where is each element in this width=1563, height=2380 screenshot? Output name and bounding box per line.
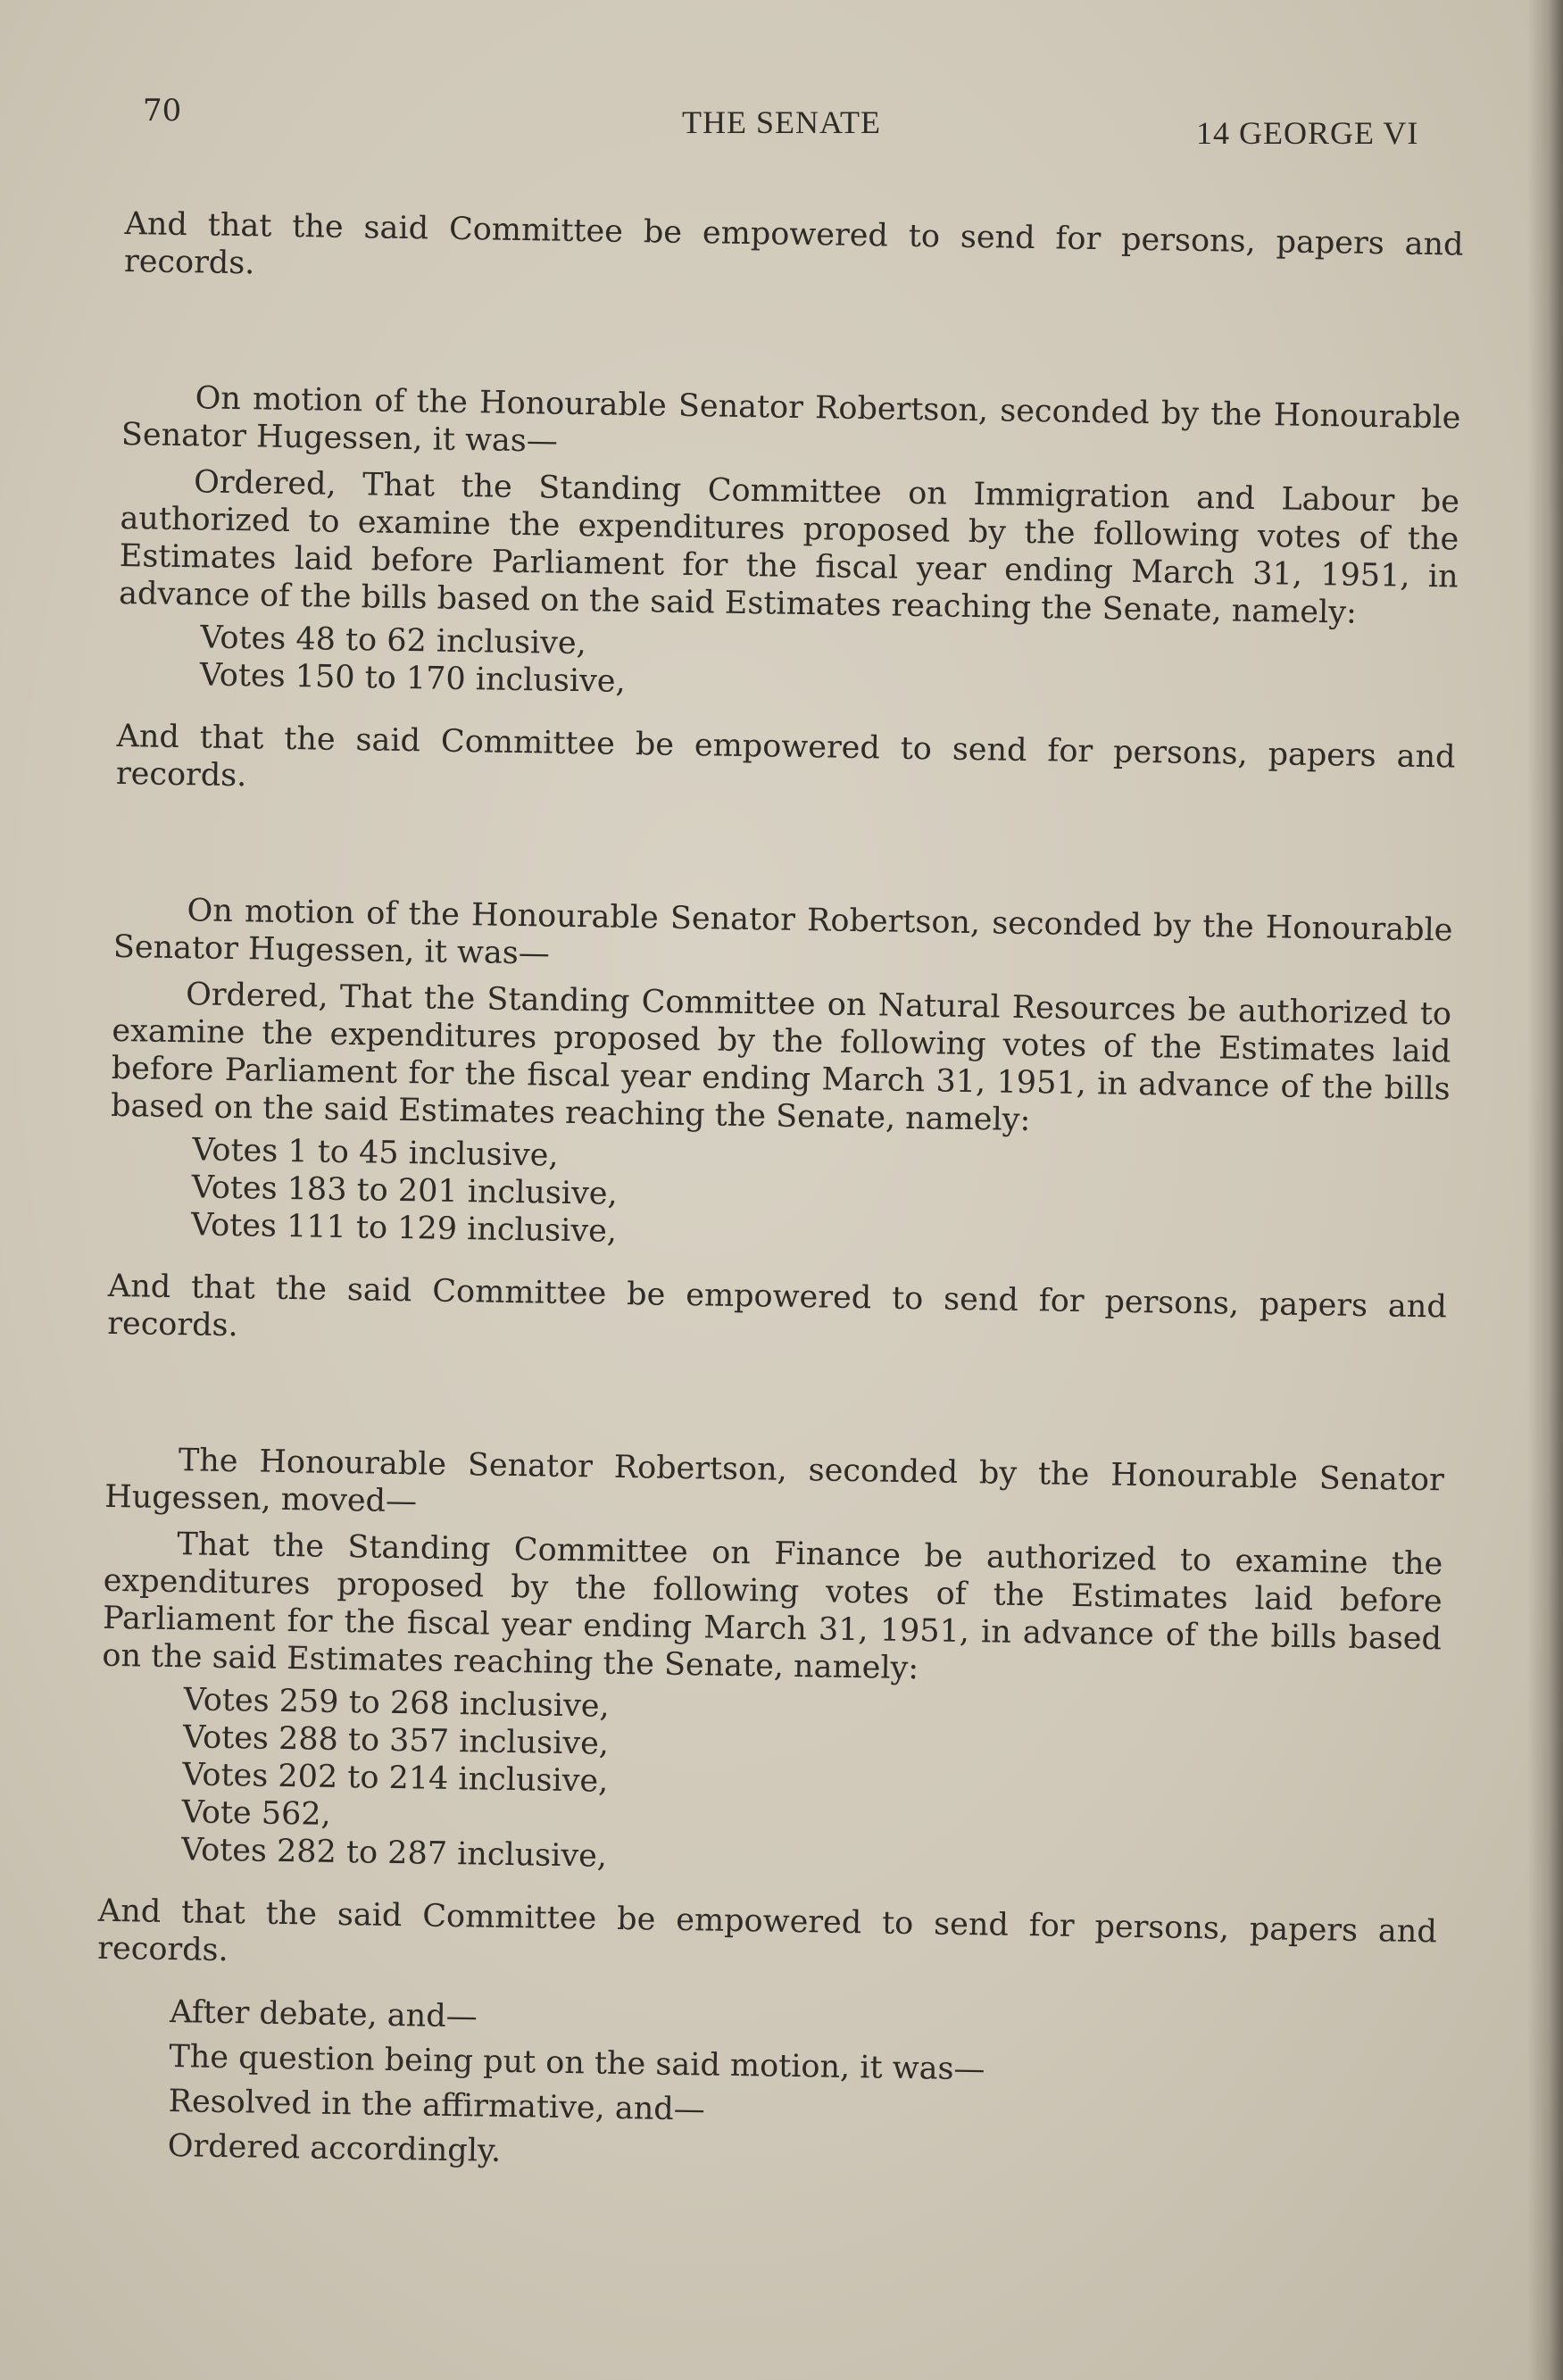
motion-paragraph: The Honourable Senator Robertson, seconded by the Honourable Senator Hugessen, moved—	[104, 1443, 1445, 1520]
outcome-line: The question being put on the said motion, it was—	[169, 2039, 985, 2088]
vote-item: Votes 48 to 62 inclusive,	[200, 620, 587, 662]
vote-item: Votes 150 to 170 inclusive,	[199, 657, 626, 700]
vote-item: Votes 259 to 268 inclusive,	[183, 1682, 610, 1725]
page-header	[0, 89, 1563, 161]
vote-item: Vote 562,	[181, 1794, 331, 1833]
order-paragraph: Ordered, That the Standing Committee on Natural Resources be authorized to examine the expenditures proposed by the following votes of the Estimates laid before Parliament for the fiscal year ending March 31, 1951, in advance of the bills based on the said Estimates reaching the Senate, namely:	[110, 977, 1452, 1139]
committee-closing: And that the said Committee be empowered to send for persons, papers and records.	[123, 205, 1464, 282]
page-number: 70	[143, 93, 182, 129]
committee-closing: And that the said Committee be empowered to send for persons, papers and records.	[107, 1268, 1448, 1344]
outcome-line: Resolved in the affirmative, and—	[168, 2084, 706, 2128]
page-edge-shadow	[1527, 0, 1563, 2380]
motion-paragraph: On motion of the Honourable Senator Robertson, seconded by the Honourable Senator Hugessen, it was—	[121, 380, 1461, 460]
outcome-line: After debate, and—	[169, 1994, 478, 2035]
vote-item: Votes 202 to 214 inclusive,	[182, 1757, 609, 1800]
order-paragraph: That the Standing Committee on Finance be authorized to examine the expenditures proposed by the following votes of the Estimates laid before Parliament for the fiscal year ending March 31, 1951, in advance of the bills based on the said Estimates reaching the Senate, namely:	[102, 1527, 1443, 1687]
vote-item: Votes 1 to 45 inclusive,	[192, 1132, 559, 1174]
motion-paragraph: On motion of the Honourable Senator Robertson, seconded by the Honourable Senator Hugessen, it was—	[112, 893, 1453, 972]
votes-list	[181, 1681, 1441, 1888]
committee-closing: And that the said Committee be empowered to send for persons, papers and records.	[115, 718, 1456, 795]
order-paragraph: Ordered, That the Standing Committee on Immigration and Labour be authorized to examine the expenditures proposed by the following votes of the Estimates laid before Parliament for the fiscal year ending March 31, 1951, in advance of the bills based on the said Estimates reaching the Senate, namely:	[118, 464, 1460, 631]
motion-outcome	[168, 1993, 1436, 2184]
journal-body	[94, 205, 1463, 2192]
vote-item: Votes 288 to 357 inclusive,	[182, 1719, 610, 1762]
vote-item: Votes 183 to 201 inclusive,	[191, 1169, 618, 1212]
vote-item: Votes 282 to 287 inclusive,	[180, 1832, 608, 1875]
vote-item: Votes 111 to 129 inclusive,	[190, 1207, 618, 1250]
running-title: THE SENATE	[682, 104, 881, 140]
votes-list	[191, 1131, 1450, 1263]
outcome-line: Ordered accordingly.	[167, 2128, 502, 2169]
regnal-year: 14 GEORGE VI	[1196, 115, 1419, 151]
committee-closing: And that the said Committee be empowered to send for persons, papers and records.	[97, 1893, 1438, 1969]
